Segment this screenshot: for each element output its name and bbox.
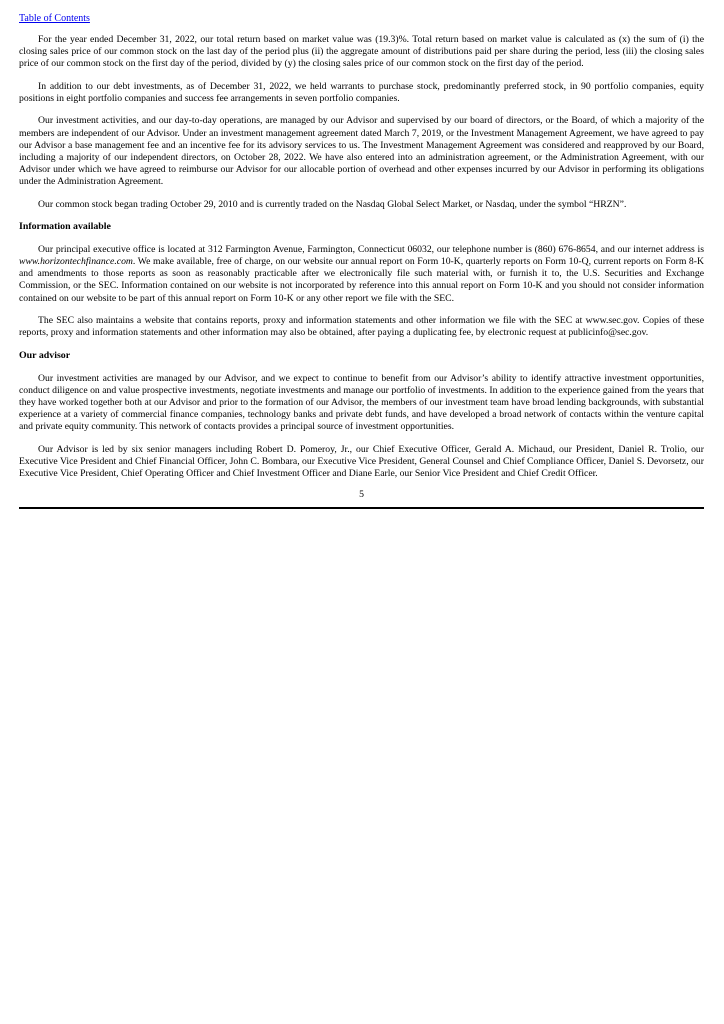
company-website: www.horizontechfinance.com [19,256,133,268]
information-available-heading: Information available [19,221,111,233]
our-advisor-heading: Our advisor [19,349,71,361]
warrants-paragraph: In addition to our debt investments, as of December 31, 2022, we held warrants to purchase stock, predominantly preferred stock, in 90 portfolio companies, equity positions in eight portfolio companies and success fee arrangements in seven portfolio companies. [19,80,704,104]
table-of-contents-link[interactable]: Table of Contents [19,13,90,24]
senior-managers-paragraph: Our Advisor is led by six senior managers including Robert D. Pomeroy, Jr., our Chief Executive Officer, Gerald A. Michaud, our President, Daniel R. Trolio, our Executive Vice President and Chief Financial Officer, John C. Bombara, our Executive Vice President, General Counsel and Chief Compliance Officer, Daniel S. Devorsetz, our Executive Vice President, Chief Operating Officer and Chief Investment Officer and Diane Earle, our Senior Vice President and Chief Credit Officer. [19,443,704,479]
advisor-benefit-paragraph: Our investment activities are managed by our Advisor, and we expect to continue to benefit from our Advisor’s ability to identify attractive investment opportunities, conduct diligence on and value prospective investments, negotiate investments and manage our portfolio of investments. In addition to the experience gained from the years that they have worked together both at our Advisor and prior to the formation of our Advisor, the members of our investment team have broad lending backgrounds, with substantial experience at a variety of commercial finance companies, technology banks and private debt funds, and have developed a broad network of contacts within the venture capital and private equity community. This network of contacts provides a principal source of investment opportunities. [19,372,704,433]
page-divider [19,507,704,509]
document-page [19,8,704,509]
sec-website-paragraph: The SEC also maintains a website that contains reports, proxy and information statements and other information we file with the SEC at www.sec.gov. Copies of these reports, proxy and information statements and other information may also be obtained, after paying a duplicating fee, by electronic request at publicinfo@sec.gov. [19,315,704,339]
principal-office-paragraph [19,244,704,304]
office-text-part1: Our principal executive office is located at 312 Farmington Avenue, Farmington, Connecticut 06032, our telephone number is (860) 676-8654, and our internet address is [38,244,704,256]
total-return-paragraph: For the year ended December 31, 2022, our total return based on market value was (19.3)%. Total return based on market value is calculated as (x) the sum of (i) the closing sales price of our common stock on the last day of the period plus (ii) the aggregate amount of distributions paid per share during the period, less (iii) the closing sales price of our common stock on the first day of the period, divided by (y) the closing sales price of our common stock on the first day of the period. [19,34,704,70]
office-text-part2: . We make available, free of charge, on our website our annual report on Form 10-K, quarterly reports on Form 10-Q, current reports on Form 8-K and amendments to those reports as soon as reasonably practicable after we electronically file such material with, or furnish it to, the U.S. Securities and Exchange Commission, or the SEC. Information contained on our website is not incorporated by reference into this annual report on Form 10-K and you should not consider information contained on our website to be part of this annual report on Form 10-K or any other report we file with the SEC. [19,256,704,304]
common-stock-paragraph: Our common stock began trading October 29, 2010 and is currently traded on the Nasdaq Global Select Market, or Nasdaq, under the symbol “HRZN”. [38,198,627,210]
investment-activities-paragraph: Our investment activities, and our day-to-day operations, are managed by our Advisor and supervised by our board of directors, or the Board, of which a majority of the members are independent of our Advisor. Under an investment management agreement dated March 7, 2019, or the Investment Management Agreement, we have agreed to pay our Advisor a base management fee and an incentive fee for its advisory services to us. The Investment Management Agreement was considered and reapproved by our Board, including a majority of our independent directors, on October 28, 2022. We have also entered into an administration agreement, or the Administration Agreement, with our Advisor under which we have agreed to reimburse our Advisor for our allocable portion of overhead and other expenses incurred by our Advisor in performing its obligations under the Administration Agreement. [19,115,704,187]
page-number: 5 [359,489,364,501]
